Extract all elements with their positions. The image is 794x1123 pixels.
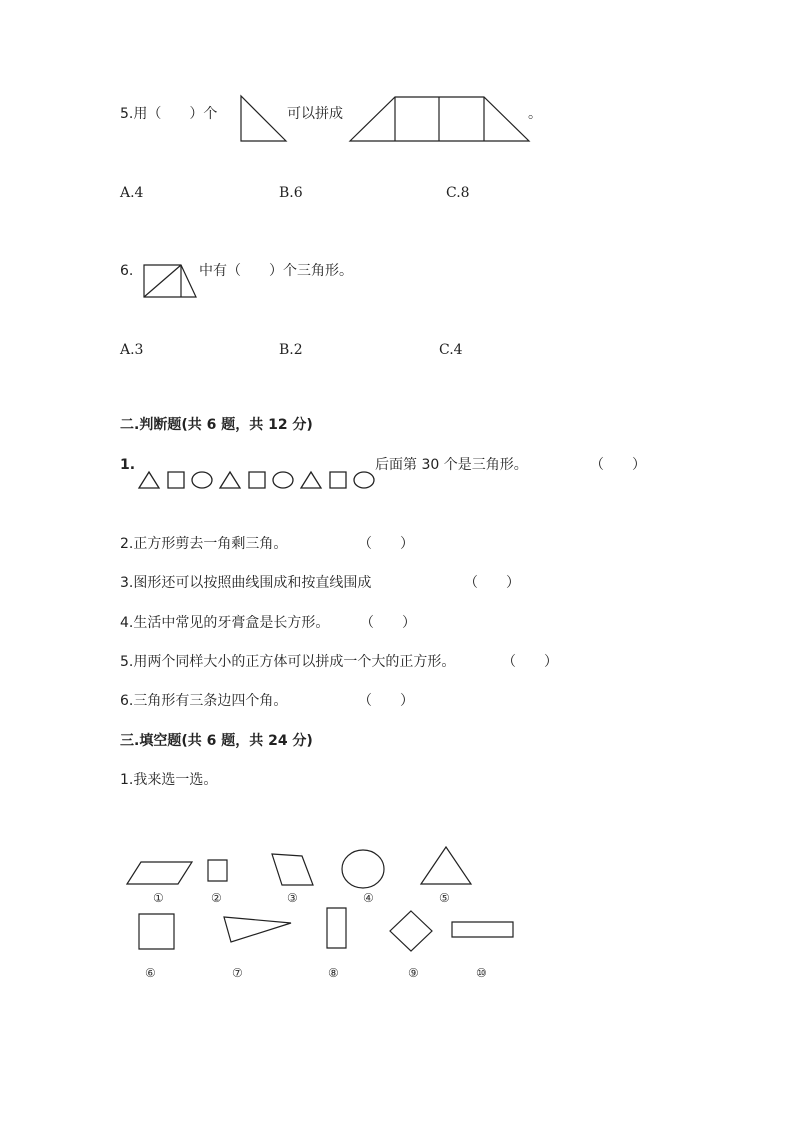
tf1-blank[interactable]: （ ） <box>590 457 646 473</box>
trapezoid-figure <box>349 96 531 142</box>
q6-num: 6. <box>120 263 134 279</box>
tf5-blank[interactable]: （ ） <box>502 654 558 670</box>
triangle-count-figure <box>143 264 199 299</box>
shape-label-8: ⑧ <box>328 966 339 980</box>
q5-option-c: C.8 <box>446 185 470 201</box>
tf4-blank[interactable]: （ ） <box>360 615 416 631</box>
tf3-text: 3.图形还可以按照曲线围成和按直线围成 <box>120 575 372 591</box>
shape-label-1: ① <box>153 891 164 905</box>
shape-label-4: ④ <box>363 891 374 905</box>
small-square-shape <box>207 859 229 883</box>
wide-rectangle-shape <box>451 921 514 939</box>
q6-text: 中有（ ）个三角形。 <box>199 263 353 279</box>
right-triangle-figure <box>240 95 288 143</box>
square-shape <box>138 913 176 951</box>
shape-label-6: ⑥ <box>145 966 156 980</box>
q6-option-a: A.3 <box>120 342 144 358</box>
shape-label-2: ② <box>211 891 222 905</box>
q5-text-b: 可以拼成 <box>287 106 343 122</box>
circle-shape <box>341 849 385 889</box>
irregular-quadrilateral-shape <box>271 853 315 887</box>
tf2-text: 2.正方形剪去一角剩三角。 <box>120 536 288 552</box>
shape-sequence-figure <box>138 470 375 490</box>
tf4-text: 4.生活中常见的牙膏盒是长方形。 <box>120 615 330 631</box>
tf2-blank[interactable]: （ ） <box>358 536 414 552</box>
section3-q1: 1.我来选一选。 <box>120 772 218 788</box>
tf3-blank[interactable]: （ ） <box>464 575 520 591</box>
tf6-text: 6.三角形有三条边四个角。 <box>120 693 288 709</box>
triangle-shape <box>420 846 472 886</box>
q5-option-a: A.4 <box>120 185 144 201</box>
parallelogram-shape <box>126 860 194 886</box>
tall-rectangle-shape <box>326 907 348 950</box>
shape-label-3: ③ <box>287 891 298 905</box>
section3-heading: 三.填空题(共 6 题，共 24 分) <box>120 733 313 749</box>
q5-text-c: 。 <box>528 106 542 122</box>
thin-triangle-shape <box>223 916 293 944</box>
q6-option-b: B.2 <box>279 342 303 358</box>
q5-text-a: 5.用（ ）个 <box>120 106 218 122</box>
tf1-text: 后面第 30 个是三角形。 <box>375 457 528 473</box>
tf5-text: 5.用两个同样大小的正方体可以拼成一个大的正方形。 <box>120 654 456 670</box>
q6-option-c: C.4 <box>439 342 463 358</box>
diamond-shape <box>389 910 433 952</box>
tf6-blank[interactable]: （ ） <box>358 693 414 709</box>
shape-label-10: ⑩ <box>476 966 487 980</box>
q5-option-b: B.6 <box>279 185 303 201</box>
shape-label-5: ⑤ <box>439 891 450 905</box>
section2-heading: 二.判断题(共 6 题，共 12 分) <box>120 417 313 433</box>
shape-label-9: ⑨ <box>408 966 419 980</box>
tf1-num: 1. <box>120 457 136 473</box>
shape-label-7: ⑦ <box>232 966 243 980</box>
